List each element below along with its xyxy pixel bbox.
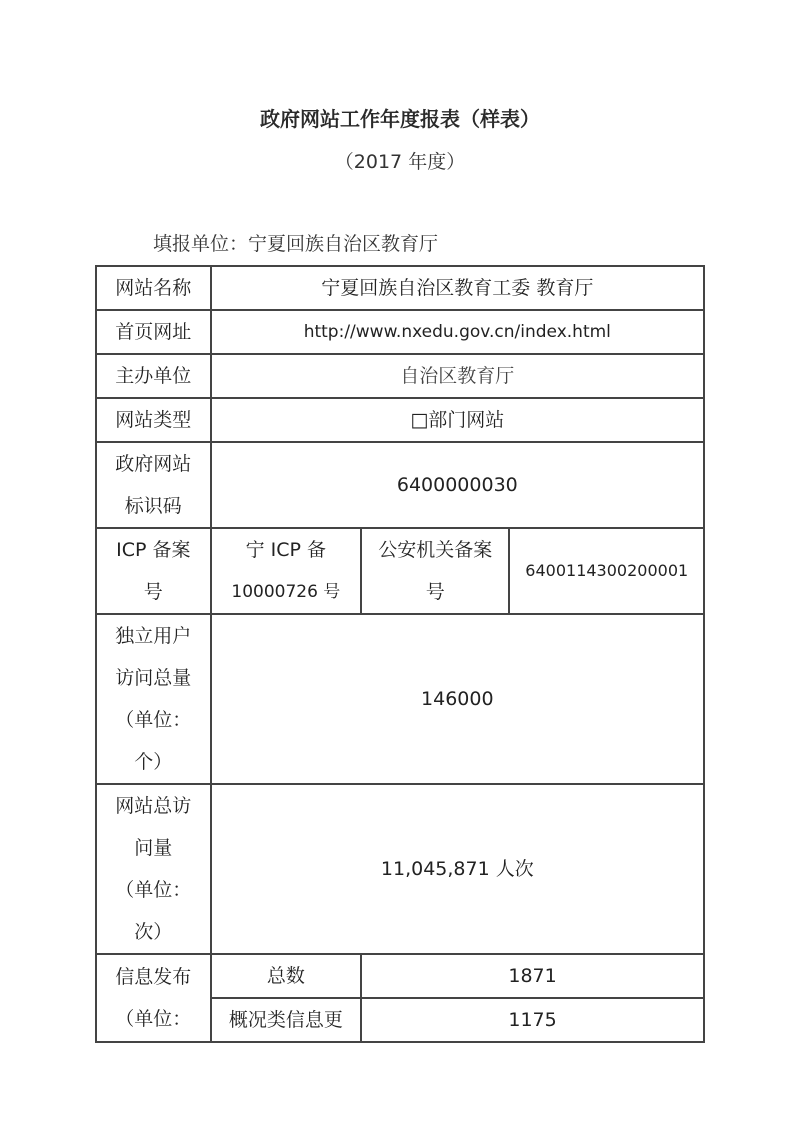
- row-gov-id: [96, 442, 704, 528]
- gov-id-label: [96, 442, 211, 528]
- gov-id-label-line2: 标识码: [124, 495, 182, 517]
- report-title: 政府网站工作年度报表（样表）: [260, 107, 540, 131]
- tv-label-line4: 次）: [134, 921, 173, 943]
- sponsor-label: 主办单位: [96, 354, 211, 398]
- row-site-type: [96, 398, 704, 442]
- police-record-label: [361, 528, 509, 614]
- unique-visitors-label: [96, 614, 211, 784]
- site-type-value: □部门网站: [211, 398, 704, 442]
- row-site-name: [96, 266, 704, 310]
- tv-label-line1: 网站总访: [115, 795, 192, 817]
- info-total-value: 1871: [361, 954, 704, 998]
- info-label-line2: （单位：: [115, 1008, 192, 1030]
- icp-label-line1: ICP 备案: [116, 539, 191, 561]
- row-homepage: [96, 310, 704, 354]
- police-label-line1: 公安机关备案: [378, 539, 493, 561]
- police-label-line2: 号: [425, 581, 445, 603]
- row-info-total: [96, 954, 704, 998]
- police-record-value: 6400114300200001: [509, 528, 704, 614]
- sponsor-value: 自治区教育厅: [211, 354, 704, 398]
- row-total-visits: [96, 784, 704, 954]
- uv-label-line3: （单位：: [115, 709, 192, 731]
- tv-label-line3: （单位：: [115, 879, 192, 901]
- unique-visitors-value: 146000: [211, 614, 704, 784]
- icp-value: [211, 528, 361, 614]
- uv-label-line2: 访问总量: [115, 667, 192, 689]
- homepage-label: 首页网址: [96, 310, 211, 354]
- tv-label-line2: 问量: [134, 837, 173, 859]
- info-label-line1: 信息发布: [115, 966, 192, 988]
- icp-value-line1: 宁 ICP 备: [245, 539, 327, 561]
- uv-label-line1: 独立用户: [115, 625, 192, 647]
- report-year: （2017 年度）: [334, 151, 466, 173]
- site-name-value: 宁夏回族自治区教育工委 教育厅: [211, 266, 704, 310]
- info-overview-label: 概况类信息更: [211, 998, 361, 1042]
- row-sponsor: [96, 354, 704, 398]
- row-unique-visitors: [96, 614, 704, 784]
- icp-value-line2: 10000726 号: [231, 582, 341, 602]
- gov-id-label-line1: 政府网站: [115, 453, 192, 475]
- info-overview-value: 1175: [361, 998, 704, 1042]
- total-visits-value: 11,045,871 人次: [211, 784, 704, 954]
- total-visits-label: [96, 784, 211, 954]
- site-type-label: 网站类型: [96, 398, 211, 442]
- info-publish-label: [96, 954, 211, 1042]
- site-name-label: 网站名称: [96, 266, 211, 310]
- icp-label: [96, 528, 211, 614]
- gov-id-value: 6400000030: [211, 442, 704, 528]
- row-icp: [96, 528, 704, 614]
- homepage-value: http://www.nxedu.gov.cn/index.html: [211, 310, 704, 354]
- report-table: [95, 265, 705, 1043]
- icp-label-line2: 号: [143, 581, 163, 603]
- info-total-label: 总数: [211, 954, 361, 998]
- filler-unit: 填报单位：宁夏回族自治区教育厅: [153, 233, 439, 255]
- uv-label-line4: 个）: [134, 751, 173, 773]
